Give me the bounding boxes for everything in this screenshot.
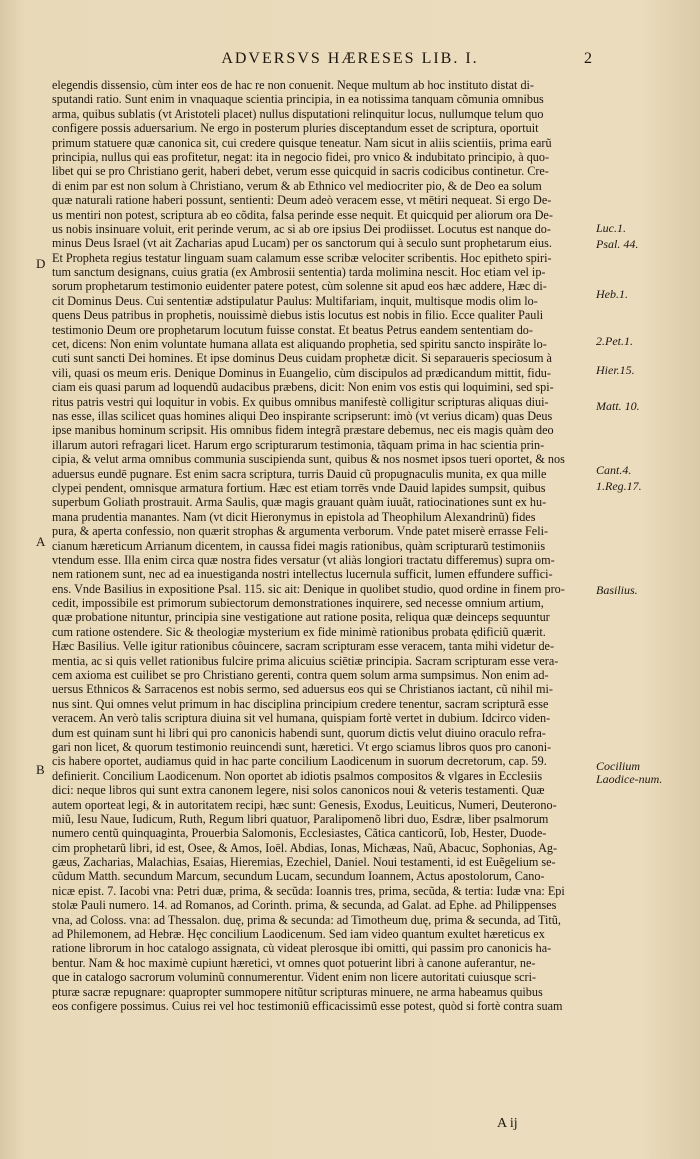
text-line: que in catalogo sacrorum voluminũ connumerentur. Vident enim non licere autoritati cuiusque scri- [52, 970, 537, 985]
text-line: cit Dominus Deus. Cui sententiæ adstipulatur Paulus: Multifariam, inquit, multisque modis olim lo- [52, 293, 538, 308]
text-line: dici: neque libros qui sunt extra canonem legere, nisi solos canonicos noui & veteris testamenti. Quæ [52, 783, 545, 798]
text-line: cianum hæreticum Arrianum dicentem, in caussa fidei magis rationibus, quàm scripturarũ testimoniis [52, 538, 546, 553]
text-line: mentia, ac si quis vellet rationibus fulcire prima alicuius sciētiæ principia. Sacram scripturam esse vera- [52, 653, 559, 668]
text-line: vtendum esse. Illa enim circa quæ nostra fides versatur (vt aliàs longiori tractatu differemus) supra om- [52, 552, 555, 567]
text-line: arma, quibus sublatis (vt Aristoteli placet) nullus disputationi relinquitur locus, nullumque telum quo [52, 106, 544, 121]
text-line: dum est quinam sunt hi libri qui pro canonicis habendi sunt, quorum dictis velut diuino oraculo refra- [52, 725, 546, 740]
margin-note-psal: Psal. 44. [596, 237, 639, 251]
text-line: definierit. Concilium Laodicenum. Non oportet ab idiotis psalmos compositos & vlgares in Ecclesiis [52, 768, 543, 783]
text-line: autem oporteat legi, & in autoritatem recipi, hæc sunt: Genesis, Exodus, Leuiticus, Numeri, Deuterono- [52, 797, 557, 812]
text-line: Et Propheta regius testatur linguam suam calamum esse scribæ velociter scribentis. Hoc epitheto spiri- [52, 250, 552, 265]
text-line: illarum autori refragari licet. Harum ergo scripturarum testimonia, tãquam prima in hac scientia prin- [52, 437, 545, 452]
text-line: veracem. An verò talis scriptura diuina sit vel humana, quispiam fortè vertet in dubium. Idcirco viden- [52, 711, 551, 726]
margin-note-concilium: Cocilium Laodice-num. [596, 759, 663, 786]
margin-note-luc: Luc.1. [596, 221, 626, 235]
text-line: uersus Ethnicos & Sarracenos est nobis sermo, sed aduersus eos qui se Christianos iactant, cũ nihil mi- [52, 682, 553, 697]
text-line: ratione librorum in hoc catalogo assignata, cù videat plerosque ibi omitti, qui passim pro canonicis ha- [52, 941, 552, 956]
text-line: vna, ad Coloss. vna: ad Thessalon. duę, prima & secunda: ad Timotheum duę, prima & secunda, ad Titũ, [52, 912, 561, 927]
text-line: ritus patris vestri qui loquitur in vobis. Ex quibus omnibus manifestè colligitur scripturas aliquas diui- [52, 394, 549, 409]
text-line: libet qui se pro Christiano gerit, haberi debet, verum esse quicquid in sacris codicibus continetur. Cre- [52, 164, 549, 179]
text-line: stolæ Pauli numero. 14. ad Romanos, ad Corinth. prima, & secunda, ad Galat. ad Ephe. ad Philippenses [52, 898, 557, 913]
text-line: cedit, impossibile est primorum subiectorum demonstrationes inquirere, sed necesse omnium artium, [52, 596, 544, 611]
text-line: testimonio Deum ore prophetarum locutum fuisse constat. Et beatus Petrus eandem sententiam do- [52, 322, 533, 337]
text-line: gæus, Zacharias, Malachias, Esaias, Hieremias, Ezechiel, Daniel. Noui testamenti, id est Euẽgelium se- [52, 855, 556, 870]
text-line: cum ratione ostendere. Sic & theologiæ mysterium ex fide minimè rationibus probata ędificiũ quærit. [52, 624, 546, 639]
section-letter-d: D [36, 256, 46, 271]
text-line: ens. Vnde Basilius in expositione Psal. 115. sic ait: Denique in quolibet studio, quod ordine in finem pro- [52, 581, 565, 596]
text-line: tum sanctum designans, cuius gratia (ex Ambrosii sententia) tarda molimina nescit. Hoc etiam vel ip- [52, 265, 546, 280]
text-line: minus Deus Israel (vt ait Zacharias apud Lucam) per os sanctorum qui à seculo sunt prophetarum eius. [52, 236, 552, 251]
margin-note-basilius: Basilius. [596, 583, 638, 597]
text-line: miũ, Iesu Naue, Iudicum, Ruth, Regum libri quatuor, Paralipomenõ libri duo, Esdræ, liber psalmorum [52, 811, 549, 826]
text-line: clypei pendent, omnisque armatura fortium. Hæc est etiam torrēs vnde Dauid lapides sumpsit, quibus [52, 480, 546, 495]
text-line: nicæ epist. 7. Iacobi vna: Petri duæ, prima, & secũda: Ioannis tres, prima, secũda, & tertia: Iudæ vna: Epi [52, 883, 565, 898]
text-line: superbum Goliath prostrauit. Arma Saulis, quæ magis grauant quàm iuuãt, ratiocinationes sunt ex hu- [52, 495, 547, 510]
text-line: cũdum Matth. secundum Marcum, secundum Lucam, secundum Ioannem, Actus apostolorum, Cano- [52, 869, 545, 884]
text-line: nas esse, illas scilicet quas homines aliqui Deo inspirante scripserunt: imò (vt verius dicam) quas Deus [52, 408, 553, 423]
text-line: cet, dicens: Non enim voluntate humana allata est aliquando prophetia, sed spiritu sancto inspirãte lo- [52, 337, 547, 352]
margin-note-heb: Heb.1. [596, 287, 628, 301]
text-line: mana prudentia manantes. Nam (vt dicit Hieronymus in epistola ad Theophilum Alexandrinũ) fides [52, 509, 536, 524]
text-line: us mentiri non potest, scriptura ab eo cõdita, falsa perinde esse nequit. Et quicquid per aliorum ora De- [52, 207, 553, 222]
section-letter-a: A [36, 534, 46, 549]
text-line: nem rationem sunt, nec ad ea inuestiganda nostri intellectus lucernula sufficit, lumen effundere suffici- [52, 567, 553, 582]
margin-note-hier: Hier.15. [596, 363, 635, 377]
text-line: eos configere possimus. Cuius rei vel hoc testimoniũ efficacissimũ esse potest, quòd si fortè contra suam [52, 999, 563, 1013]
text-line: us nobis insinuare voluit, erit perinde verum, ac si ab ore ipsius Dei prodiisset. Locutus est nanque do- [52, 221, 551, 236]
margin-note-pet: 2.Pet.1. [596, 334, 633, 348]
margin-note-cant: Cant.4. [596, 463, 632, 477]
text-line: cipia, & velut arma omnibus communia suscipienda sunt, quibus & nos nosmet ipsos tueri oportet, & nos [52, 452, 565, 467]
text-line: configere possis aduersarium. Ne ergo in posterum pluries disceptandum esset de scriptura, oportuit [52, 121, 539, 136]
text-line: Hæc Basilius. Velle igitur rationibus côuincere, sacram scripturam esse veracem, tanta mihi videtur de- [52, 639, 555, 654]
main-text-block [52, 78, 594, 1013]
text-line: ipse manibus hominum scripsit. His omnibus fidem integrã præstare debemus, nec eis magis quàm deo [52, 423, 554, 438]
text-line: cem axioma est cuilibet se pro Christiano gerenti, contra quem solum arma sumpsimus. Non enim ad- [52, 668, 549, 683]
margin-note-reg: 1.Reg.17. [596, 479, 642, 493]
text-line: quens Deus patribus in prophetis, nouissimè diebus istis locutus est nobis in filio. Ecce qualiter Pauli [52, 308, 544, 323]
running-title: ADVERSVS HÆRESES LIB. I. [221, 50, 479, 67]
text-line: di enim par est non solum à Christiano, verum & ab Ethnico vel mediocriter pio, & de Deo ea solum [52, 178, 542, 193]
text-line: cis habere oportet, audiamus quid in hac parte concilium Laodicenum in suorum decretorum, cap. 59. [52, 754, 547, 769]
text-line: quæ probatione nituntur, principia sine vestigatione aut ratione posita, reliqua quæ deinceps sequuntur [52, 610, 550, 625]
text-line: pturæ sacræ repugnare: quapropter summopere nitũtur scripturas minuere, ne arma habeamus quibus [52, 984, 543, 999]
text-line: vili, quasi os meum eris. Denique Dominus in Euangelio, cùm discipulos ad prædicandum mittit, fidu- [52, 365, 551, 380]
text-line: elegendis dissensio, cùm inter eos de hac re non conuenit. Neque multum ab hoc instituto distat di- [52, 78, 534, 92]
section-letter-b: B [36, 762, 45, 777]
text-line: cuti sunt sancti Dei homines. Et ipse dominus Deus cuidam prophetæ dicit. Si separaueris speciosum à [52, 351, 552, 366]
signature-mark: A ij [497, 1116, 518, 1131]
text-line: numero centũ quinquaginta, Prouerbia Salomonis, Ecclesiastes, Cãtica canticorũ, Iob, Hester, Duode- [52, 826, 547, 841]
text-line: bentur. Nam & hoc maximè cupiunt hæretici, vt omnes quot potuerint libri à canone auferantur, ne- [52, 955, 536, 970]
text-line: ad Philemonem, ad Hebræ. Hęc concilium Laodicenum. Sed iam video quantum exultet hæreticus ex [52, 927, 545, 942]
text-line: ciam eis quasi parum ad loquendũ audacibus præbens, dicit: Non enim vos estis qui loquimini, sed spi- [52, 380, 554, 395]
text-line: gari non licet, & quorum testimonio reuincendi sunt, hæretici. Vt ergo sciamus libros quos pro canoni- [52, 739, 552, 754]
text-line: cim prophetarũ libri, id est, Osee, & Amos, Ioēl. Abdias, Ionas, Michæas, Naũ, Abacuc, Sophonias, Ag- [52, 840, 558, 855]
text-line: sputandi ratio. Sunt enim in vnaquaque scientia principia, in ea notissima tanquam cõmunia omnibus [52, 92, 544, 107]
text-line: nus sint. Qui omnes velut primum in hac disciplina principium credere tenentur, sacram scripturã esse [52, 696, 549, 711]
text-line: sorum prophetarum testimonio euidenter patere potest, cùm solenne sit apud eos hæc addere, Hæc di- [52, 279, 547, 294]
text-line: primum statuere quæ canonica sit, cui credere quisque teneatur. Nam sicut in aliis scientiis, prima earũ [52, 135, 552, 150]
text-line: aduersus eundē pugnare. Est enim sacra scriptura, turris Dauid cũ propugnaculis munita, ex qua mille [52, 466, 547, 481]
text-line: pura, & aperta confessio, non quærit strophas & argumenta verborum. Vnde patet miserè errasse Feli- [52, 524, 549, 539]
folio-number: 2 [584, 50, 592, 67]
text-line: quæ naturali ratione haberi possunt, sentienti: Deum adeò veracem esse, vt mētiri nequeat. Si ergo De- [52, 193, 552, 208]
text-line: principia, nullus qui eas profitetur, negat: ita in negocio fidei, pro vnico & indubitato principio, à quo- [52, 149, 550, 164]
margin-note-matt: Matt. 10. [596, 399, 640, 413]
